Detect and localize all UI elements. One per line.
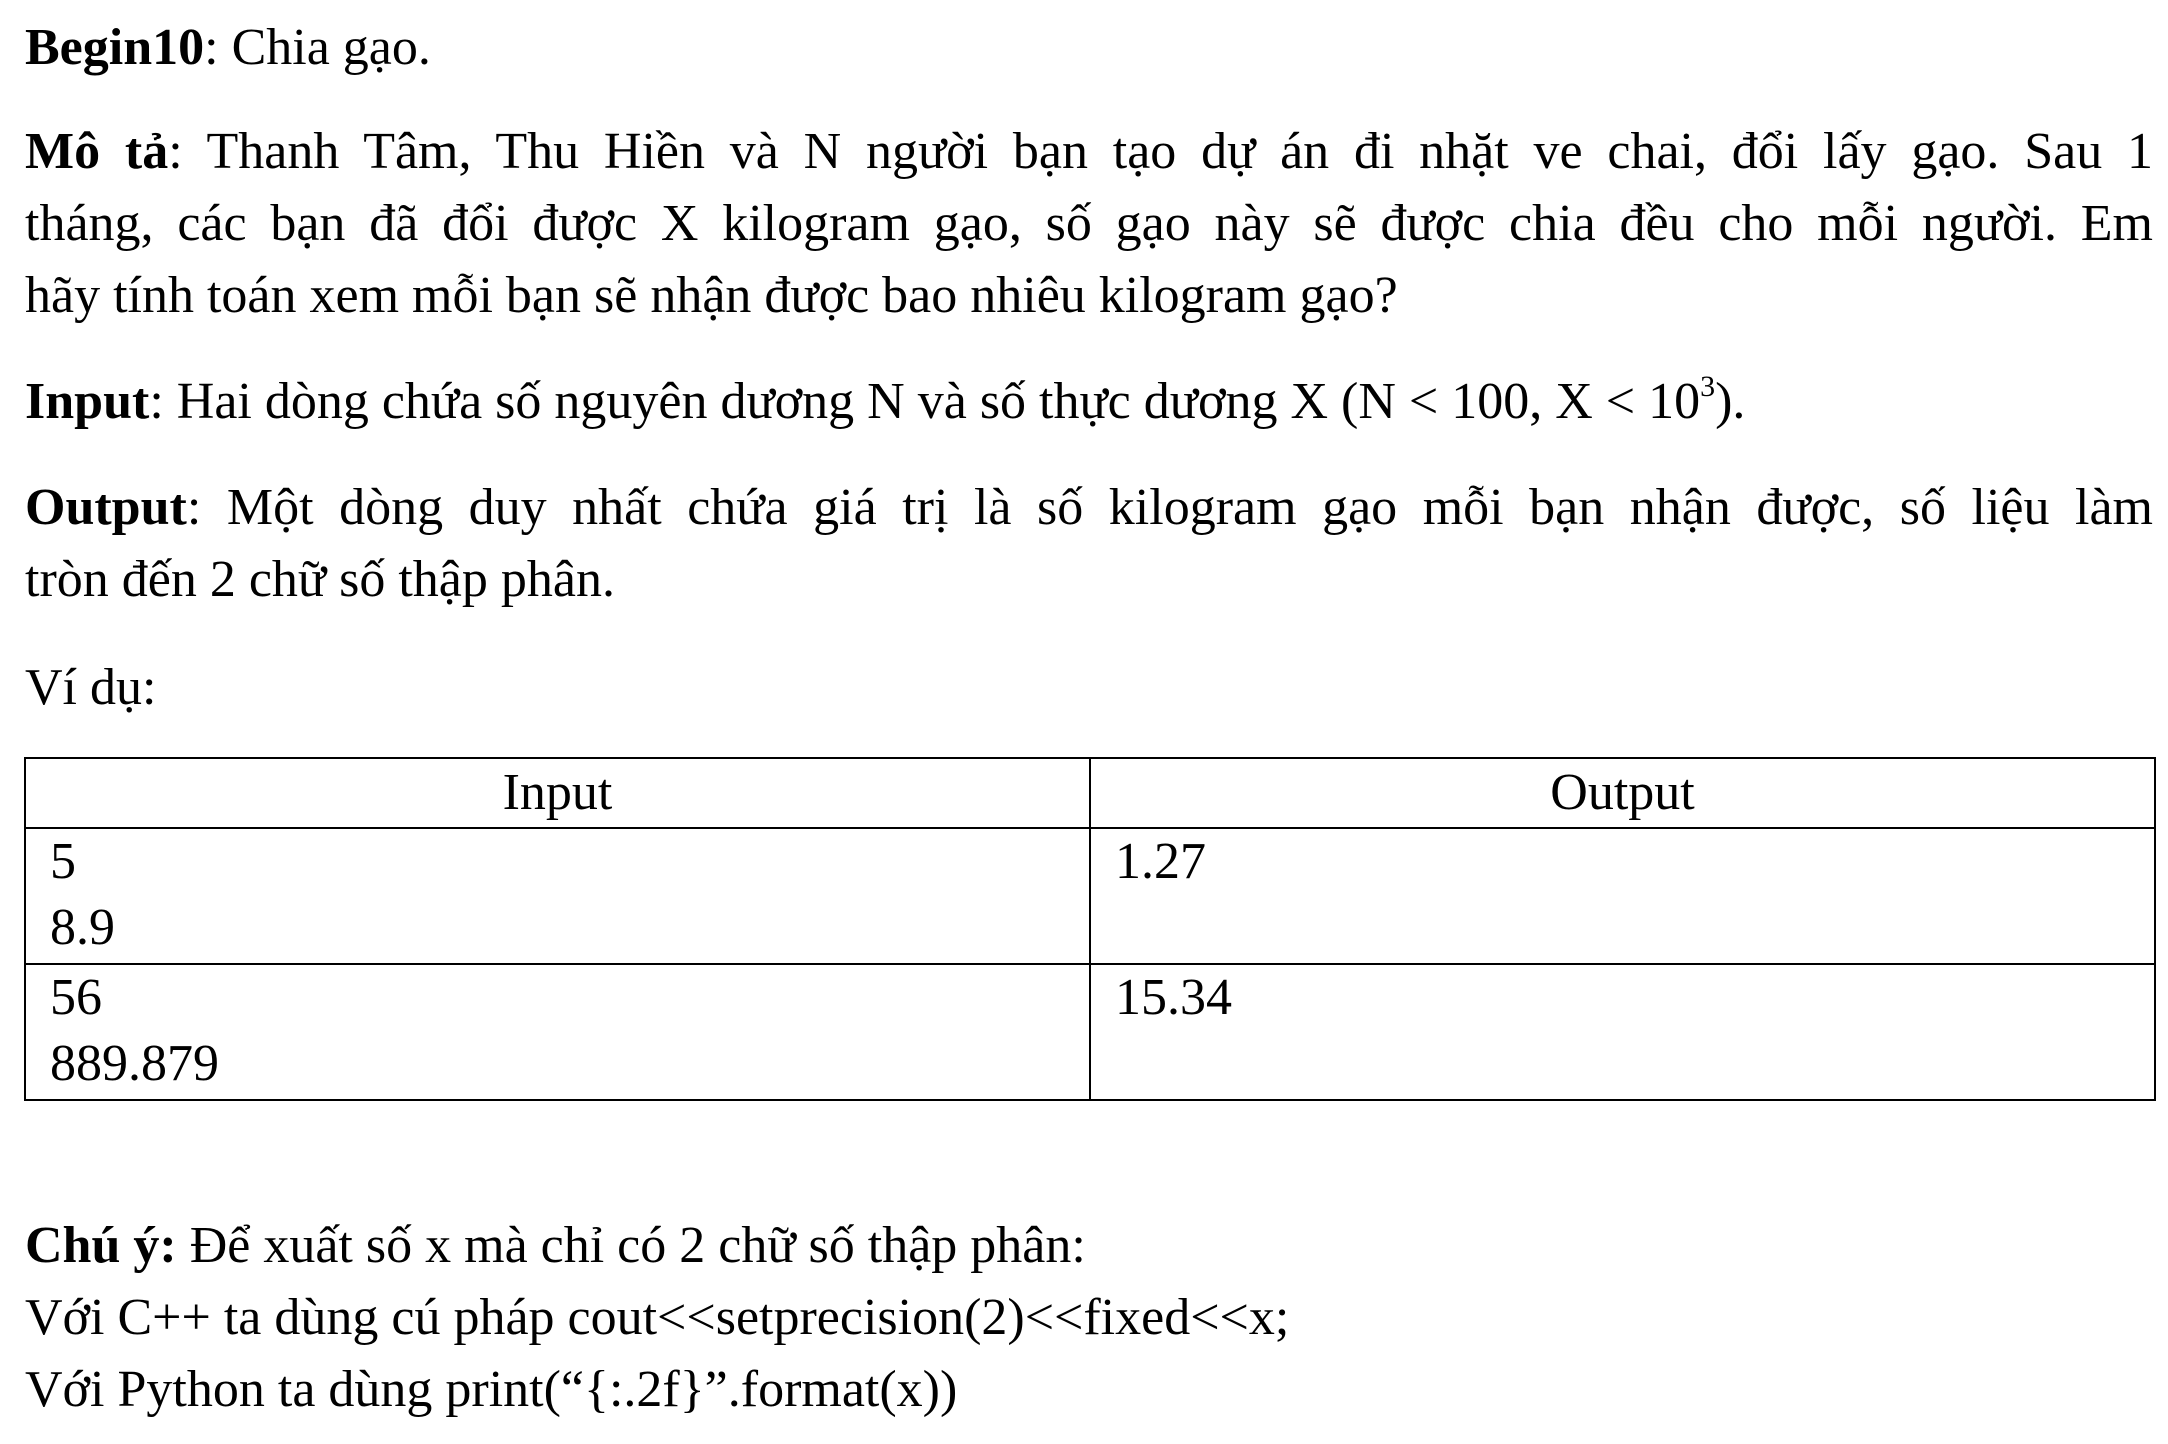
input-value-n: 5 <box>50 833 76 890</box>
description-line-3: hãy tính toán xem mỗi bạn sẽ nhận được bao nhiêu kilogram gạo? <box>25 267 1398 324</box>
input-value-n: 56 <box>50 969 102 1026</box>
note-text: Để xuất số x mà chỉ có 2 chữ số thập phân: <box>176 1217 1086 1274</box>
table-cell-output <box>1090 828 2155 964</box>
output-spec-label: Output <box>25 479 187 536</box>
problem-title-label: Begin10 <box>25 19 205 76</box>
example-label: Ví dụ: <box>25 659 157 716</box>
table-header-input: Input <box>25 758 1090 828</box>
input-spec-label: Input <box>25 373 150 430</box>
description-line-2: tháng, các bạn đã đổi được X kilogram gạo, số gạo này sẽ được chia đều cho mỗi người. Em <box>25 195 2153 252</box>
output-spec-line-1 <box>25 472 2153 544</box>
input-spec <box>25 366 1745 438</box>
table-row <box>25 828 2155 964</box>
note-label: Chú ý: <box>25 1217 177 1274</box>
table-header-output: Output <box>1090 758 2155 828</box>
table-header-row <box>25 758 2155 828</box>
note-cpp: Với C++ ta dùng cú pháp cout<<setprecision(2)<<fixed<<x; <box>25 1289 1290 1346</box>
table-row <box>25 964 2155 1100</box>
output-value: 15.34 <box>1115 969 1232 1026</box>
input-spec-text-end: ). <box>1715 373 1746 430</box>
input-value-x: 889.879 <box>50 1035 219 1092</box>
table-cell-input <box>25 964 1090 1100</box>
description-line-1 <box>25 116 2153 188</box>
output-spec-text-1: : Một dòng duy nhất chứa giá trị là số kilogram gạo mỗi bạn nhận được, số liệu làm <box>186 479 2153 536</box>
output-value: 1.27 <box>1115 833 1206 890</box>
examples-table <box>24 757 2156 1101</box>
description-text-1: : Thanh Tâm, Thu Hiền và N người bạn tạo dự án đi nhặt ve chai, đổi lấy gạo. Sau 1 <box>168 123 2153 180</box>
input-value-x: 8.9 <box>50 899 115 956</box>
description-label: Mô tả <box>25 123 169 180</box>
output-spec-line-2: tròn đến 2 chữ số thập phân. <box>25 551 615 608</box>
note-heading <box>25 1210 1086 1282</box>
input-spec-text: : Hai dòng chứa số nguyên dương N và số thực dương X (N < 100, X < 10 <box>149 373 1701 430</box>
table-cell-output <box>1090 964 2155 1100</box>
input-spec-superscript: 3 <box>1700 369 1716 403</box>
problem-title-text: : Chia gạo. <box>204 19 431 76</box>
problem-title <box>25 12 431 84</box>
table-cell-input <box>25 828 1090 964</box>
note-python: Với Python ta dùng print(“{:.2f}”.format(x)) <box>25 1361 958 1418</box>
